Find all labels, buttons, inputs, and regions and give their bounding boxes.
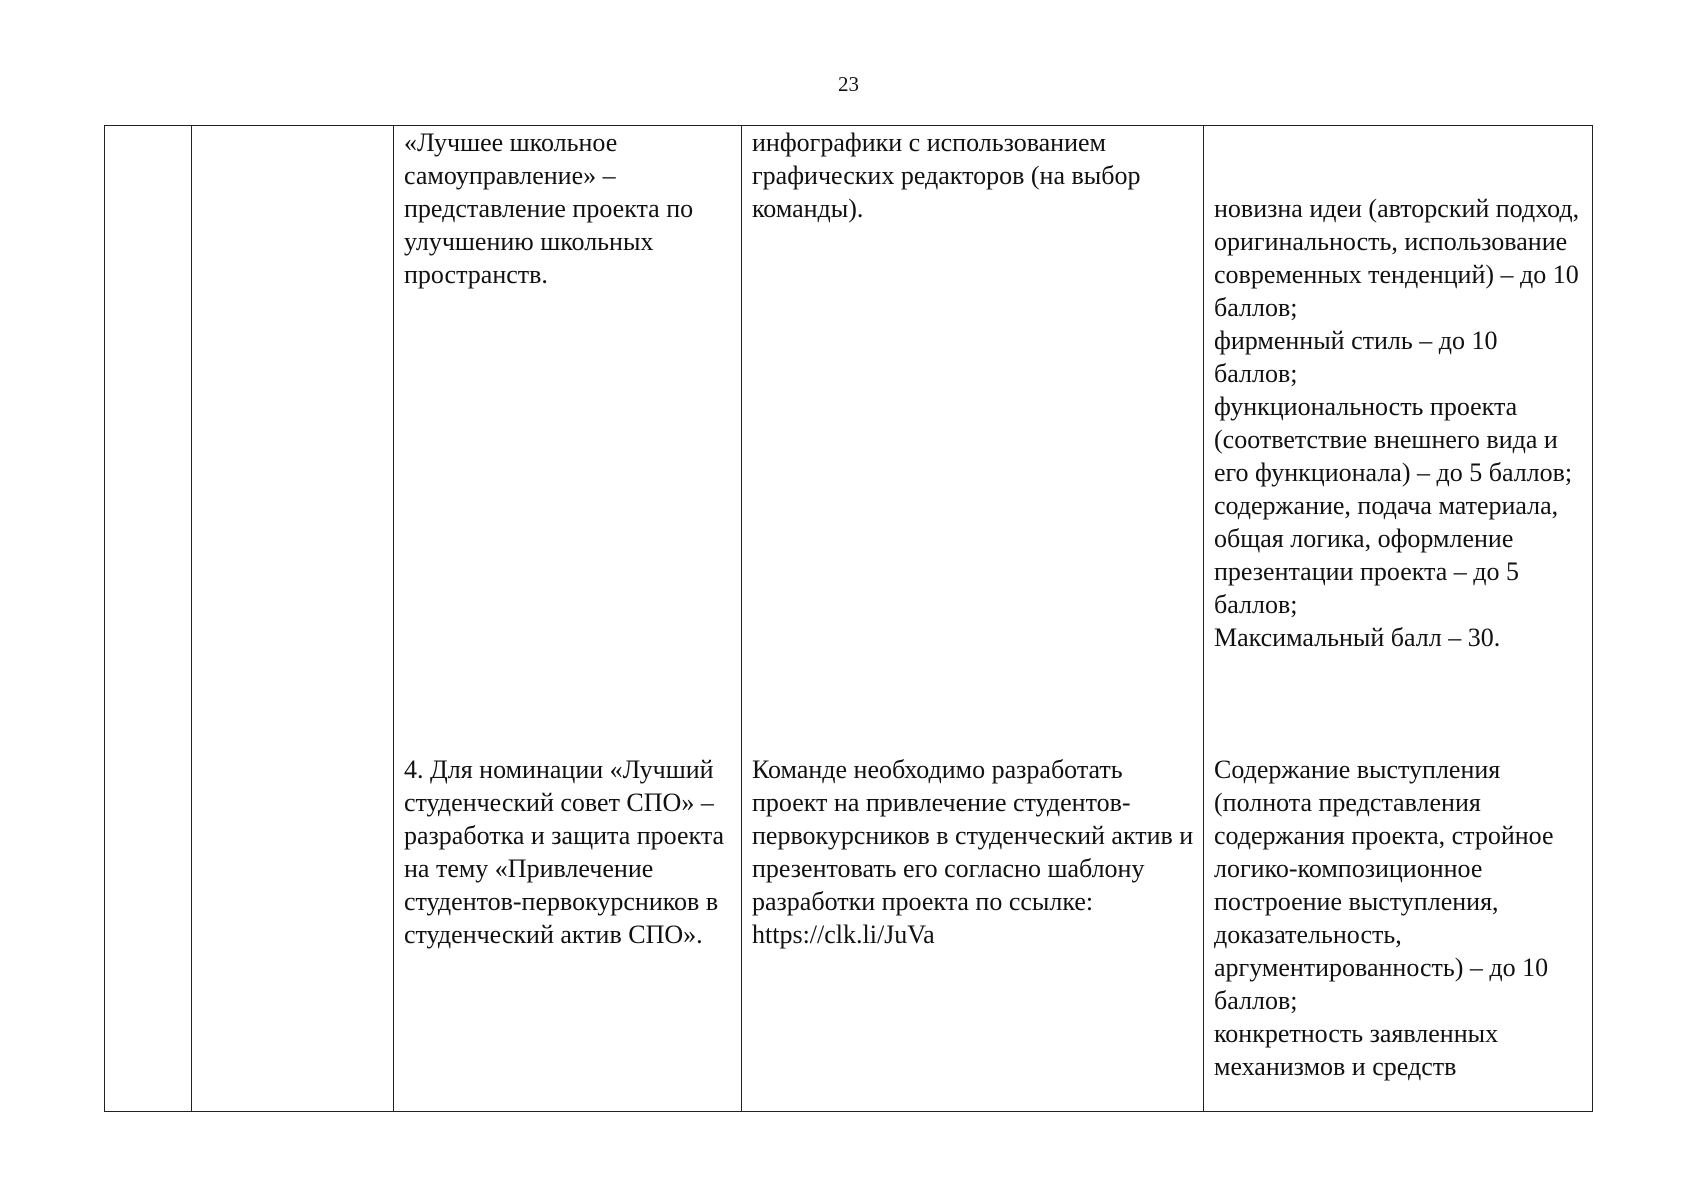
number-cell (105, 126, 192, 1112)
task-text-1: «Лучшее школьное самоуправление» – представление проекта по улучшению школьных пространств. (404, 128, 694, 289)
description-text-1: инфографики с использованием графических редакторов (на выбор команды). (752, 128, 1141, 223)
task-cell (394, 126, 742, 1112)
description-text-2: Команде необходимо разработать проект на привлечение студентов-первокурсников в студенческий актив и презентовать его согласно шаблону разработки проекта по ссылке: https://clk.li/JuVa (752, 755, 1194, 949)
nomination-table (104, 125, 1593, 1112)
page-number: 23 (838, 72, 859, 96)
criteria-text-2: Содержание выступления (полнота представления содержания проекта, стройное логико-композиционное построение выступления, доказательность, аргументированность) – до 10 баллов; конкретность заявленных механизмов и средств (1214, 755, 1554, 1081)
criteria-cell (1204, 126, 1593, 1112)
table-row (105, 126, 1593, 1112)
description-cell (742, 126, 1204, 1112)
nomination-cell (192, 126, 394, 1112)
criteria-text-1: новизна идеи (авторский подход, оригинальность, использование современных тенденций) – до 10 баллов; фирменный стиль – до 10 баллов; функциональность проекта (соответствие внешнего вида и его функционала) – до 5 баллов; содержание, подача материала, общая логика, оформление презентации проекта – до 5 баллов; Максимальный балл – 30. (1214, 194, 1580, 652)
task-text-2: 4. Для номинации «Лучший студенческий совет СПО» – разработка и защита проекта на тему «Привлечение студентов-первокурсников в студенческий актив СПО». (404, 755, 725, 949)
